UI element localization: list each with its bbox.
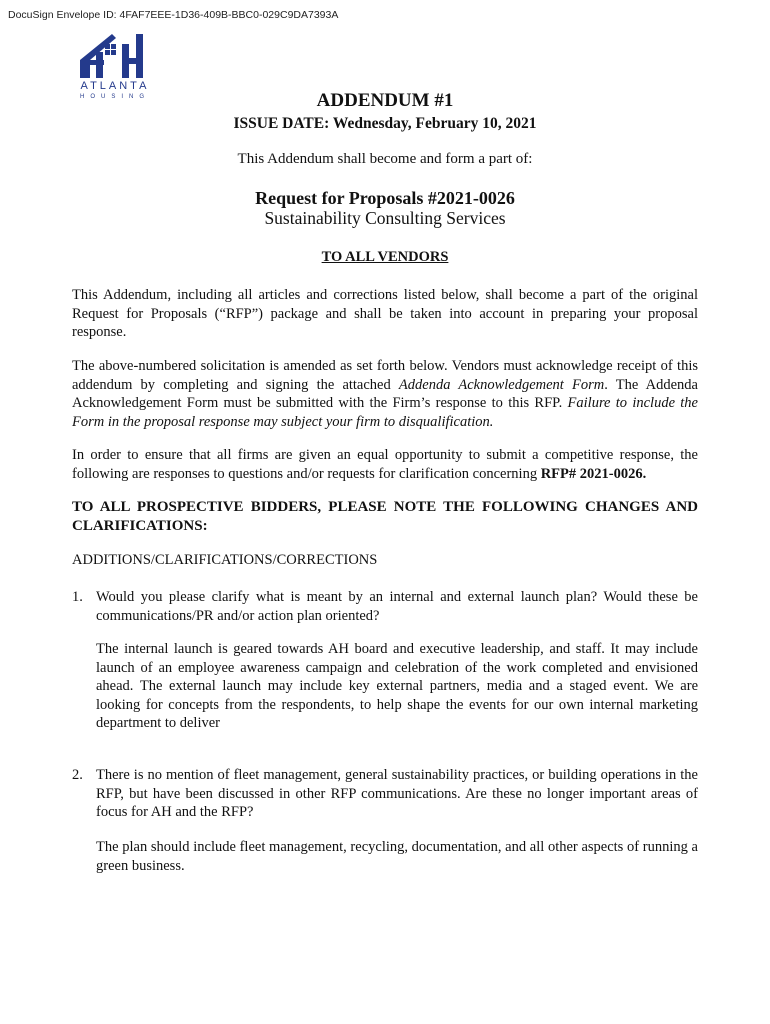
- house-icon: [78, 30, 152, 80]
- question-text: There is no mention of fleet management, general sustainability practices, or building operations in the RFP, but have been discussed in other RFP communications. Are these no longer important areas of focus for AH and the RFP?: [96, 767, 698, 820]
- paragraph-addendum-scope: This Addendum, including all articles and corrections listed below, shall become a part of the original Request for Proposals (“RFP”) package and shall be taken into account in preparing your proposal response.: [72, 287, 698, 340]
- rfp-reference: RFP# 2021-0026.: [540, 465, 647, 482]
- prospective-bidders-heading: TO ALL PROSPECTIVE BIDDERS, PLEASE NOTE THE FOLLOWING CHANGES AND CLARIFICATIONS:: [72, 499, 698, 534]
- answer-1: [72, 640, 698, 733]
- paragraph-equal-opportunity: [72, 446, 698, 483]
- addendum-title: ADDENDUM #1: [316, 90, 454, 111]
- ack-form-name: Addenda Acknowledgement Form: [398, 376, 605, 393]
- answer-text: The plan should include fleet management, recycling, documentation, and all other aspects of running a green business.: [96, 839, 698, 874]
- question-number: 2.: [72, 767, 83, 783]
- answer-text: The internal launch is geared towards AH board and executive leadership, and staff. It may include launch of an employee awareness campaign and celebration of the work completed and envisioned ahead. The external launch may include key external partners, media and a staged event. We are looking for concepts from the respondents, to help shape the events for our own internal marketing department to deliver: [96, 641, 698, 731]
- issue-date: ISSUE DATE: Wednesday, February 10, 2021: [233, 115, 537, 132]
- service-name: Sustainability Consulting Services: [264, 208, 506, 228]
- logo-word-housing: HOUSING: [79, 94, 150, 100]
- additions-heading: ADDITIONS/CLARIFICATIONS/CORRECTIONS: [72, 552, 378, 568]
- rfp-number: Request for Proposals #2021-0026: [255, 188, 515, 208]
- ack-warning: Failure to include the Form in the proposal response may subject your firm to disqualification.: [72, 395, 698, 430]
- answer-2: [72, 838, 698, 875]
- question-text: Would you please clarify what is meant by an internal and external launch plan? Would these be communications/PR and/or action plan oriented?: [96, 589, 698, 624]
- ack-text-1: The above-numbered solicitation is amended as set forth below. Vendors must acknowledge receipt of this addendum by completing and signing the attached: [72, 358, 698, 393]
- equal-opportunity-text: In order to ensure that all firms are given an equal opportunity to submit a competitive response, the following are responses to questions and/or requests for clarification concerning: [72, 447, 698, 482]
- to-all-vendors-heading: TO ALL VENDORS: [321, 249, 449, 265]
- question-number: 1.: [72, 589, 83, 605]
- ack-text-2: . The Addenda Acknowledgement Form must be submitted with the Firm’s response to this RFP.: [72, 376, 698, 411]
- docusign-envelope-id: DocuSign Envelope ID: 4FAF7EEE-1D36-409B-BBC0-029C9DA7393A: [8, 9, 339, 21]
- question-1: [72, 588, 698, 625]
- question-2: [72, 766, 698, 822]
- intro-line: This Addendum shall become and form a part of:: [237, 151, 533, 167]
- paragraph-acknowledgement: [72, 357, 698, 431]
- logo-word-atlanta: ATLANTA: [80, 80, 150, 92]
